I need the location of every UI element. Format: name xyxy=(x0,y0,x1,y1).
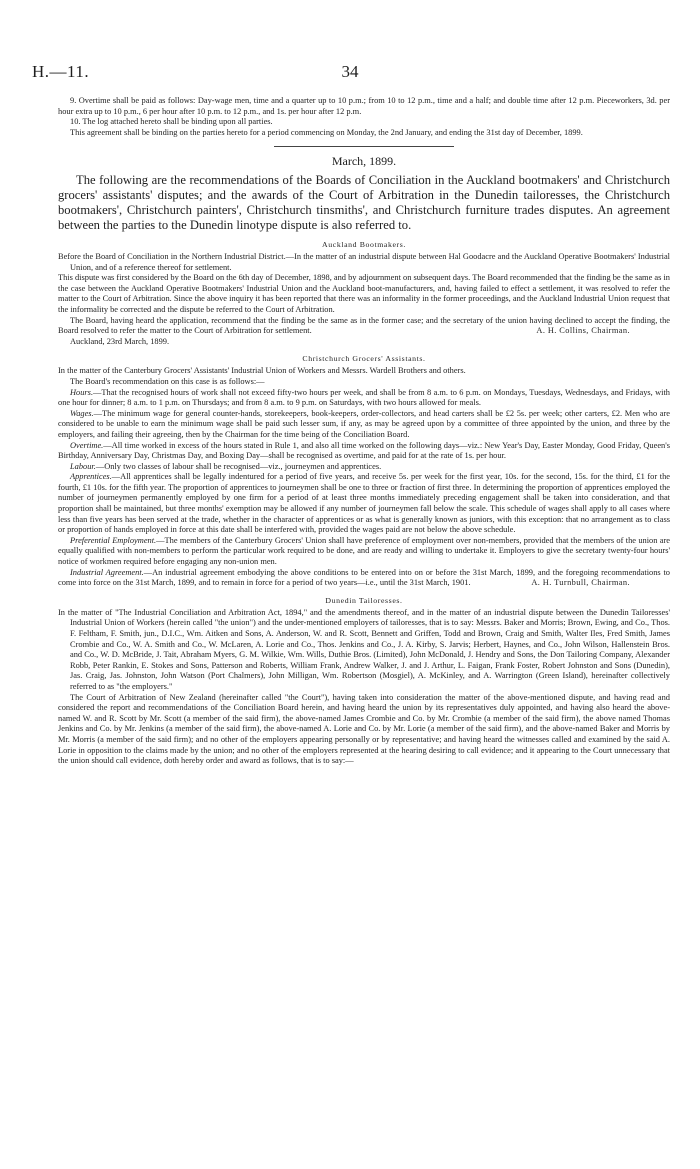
preferential-label: Preferential Employment. xyxy=(70,535,157,545)
auckland-paragraph-2: The Board, having heard the application, recommend that the finding be the same as in the former case; and the secretary of the union having declined to accept the finding, the Board resolved to refer the matter to the Court of Arbitration for settlement. A. H. Collins, Chairman. xyxy=(58,315,670,336)
preferential-clause: Preferential Employment.—The members of the Canterbury Grocers' Union shall have preference of employment over non-members, provided that the members of the union are equally qualified with non-members to perform the particular work required to be done, and are ready and willing to undertake it. Employers to give the secretary twenty-four hours' notice of workmen required before engaging any non-union men. xyxy=(58,535,670,567)
auckland-date: Auckland, 23rd March, 1899. xyxy=(70,336,170,346)
apprentices-clause: Apprentices.—All apprentices shall be legally indentured for a period of five years, and receive 5s. per week for the first year, 10s. for the second, 15s. for the third, £1 for the fourth, £1 10s. for the fifth year. The proportion of apprentices to journeymen shall be one to three or fraction of first three. In determining the proportion of apprentices employed the number of journeymen permanently employed by one firm for a period of at least three months immediately preceding engagement shall be taken into consideration, and that proportion shall be maintained, but three months' exemption may be allowed if any number of journeymen fall below the scale. This schedule of wages shall apply to all cases where less than five years has been served at the trade, whether in the character of apprentices or as what is generally known as juniors, with this exception: that no arrangement as to class or proportion of hands employed in force at this date shall be interfered with, provided the wages paid are not below the above schedule. xyxy=(58,472,670,535)
overtime-rule: Overtime.—All time worked in excess of the hours stated in Rule 1, and also all time worked on the following days—viz.: New Year's Day, Easter Monday, Good Friday, Queen's Birthday, Anniversary Day, Christmas Day, and Boxing Day—shall be recognised as overtime, and paid for at the rate of 1s. per hour. xyxy=(58,440,670,461)
page-header xyxy=(32,62,668,82)
christchurch-matter: In the matter of the Canterbury Grocers' Assistants' Industrial Union of Workers and Messrs. Wardell Brothers and others. xyxy=(58,366,466,376)
auckland-heading: Auckland Bootmakers. xyxy=(322,240,406,249)
labour-label: Labour. xyxy=(70,461,96,471)
dunedin-court-paragraph: The Court of Arbitration of New Zealand (hereinafter called "the Court"), having taken into consideration the matter of the above-mentioned dispute, and having read and considered the report and recommendations of the Conciliation Board herein, and having heard the union by its representatives duly appointed, and having also heard the above-named W. and R. Scott by Mr. Scott (a member of the said firm), the above-named James Crombie and Co. by Mr. Crombie (a member of the said firm), the above named Thomas Jenkins and Co. by Mr. Jenkins (a member of the said firm), the above-named A. Lorie and Co. by Mr. Lorie (a member of the said firm), and the above-named Baker and Morris by Mr. Morris (a member of the said firm); and no other of the employers appearing personally or by representative; and having heard the witnesses called and examined by the said A. Lorie in opposition to the claims made by the union; and no other of the employers represented at the hearing desiring to call evidence; and it appearing to the Court unnecessary that the union should call evidence, doth hereby order and award as follows, that is to say:— xyxy=(58,692,670,766)
section-divider xyxy=(274,146,454,147)
dunedin-heading: Dunedin Tailoresses. xyxy=(325,595,403,605)
agreement-term-clause: This agreement shall be binding on the parties hereto for a period commencing on Monday, the 2nd January, and ending the 31st day of December, 1899. xyxy=(70,127,583,137)
intro-paragraph: The following are the recommendations of the Boards of Conciliation in the Auckland bootmakers' and Christchurch grocers' assistants' disputes; and the awards of the Court of Arbitration in the Dunedin tailoresses, the Christchurch bootmakers', Christchurch painters', Christchurch tinsmiths', and Christchurch furniture trades disputes. An agreement between the parties to the Dunedin linotype dispute is also referred to. xyxy=(58,173,670,233)
hours-clause: Hours.—That the recognised hours of work shall not exceed fifty-two hours per week, and shall be from 8 a.m. to 6 p.m. on Mondays, Tuesdays, Wednesdays, and Fridays, with one hour for dinner; 8 a.m. to 1 p.m. on Thursdays; and from 8 a.m. to 9 p.m. on Saturdays, with two hours allowed for meals. xyxy=(58,387,670,408)
agreement-clause: Industrial Agreement.—An industrial agreement embodying the above conditions to be entered into on or before the 31st March, 1899, and the foregoing recommendations to come into force on the 31st March, 1899, and to remain in force for a period of two years—i.e., until the 31st March, 1901. A. H. Turnbull, Chairman. xyxy=(58,567,670,588)
auckland-before: Before the Board of Conciliation in the Northern Industrial District.—In the matter of an industrial dispute between Hal Goodacre and the Auckland Operative Bootmakers' Industrial Union, and of a reference thereof for settlement. xyxy=(58,252,670,272)
auckland-paragraph-1: This dispute was first considered by the Board on the 6th day of December, 1898, and by adjournment on subsequent days. The Board recommended that the finding be the same as in the case between the Auckland Operative Bootmakers' Industrial Union and the Auckland boot-manufacturers, and, having failed to effect a settlement, it was resolved to refer the matter to the Court of Arbitration. Since the above inquiry it has been reported that there was an informality in the former proceedings, and the Auckland Industrial Union request that the informality be corrected and the dispute be referred to the Court of Arbitration. xyxy=(58,273,670,314)
page-body xyxy=(58,96,670,767)
auckland-signature: A. H. Collins, Chairman. xyxy=(536,326,630,336)
wages-label: Wages. xyxy=(70,408,94,418)
wages-clause: Wages.—The minimum wage for general counter-hands, storekeepers, book-keepers, order-collectors, and head carters shall be £2 5s. per week; other carters, £2. Men who are considered to be unable to earn the minimum wage shall be paid such lesser sum, if any, as may be agreed upon by a committee of three appointed by the union, and three by the employers, and failing their agreeing, then by the Chairman for the time being of the Conciliation Board. xyxy=(58,408,670,439)
apprentices-label: Apprentices. xyxy=(70,472,112,482)
agreement-label: Industrial Agreement. xyxy=(70,567,144,577)
christchurch-signature: A. H. Turnbull, Chairman. xyxy=(531,578,630,588)
labour-clause: Labour.—Only two classes of labour shall be recognised—viz., journeymen and apprentices. xyxy=(70,461,382,471)
page-number: 34 xyxy=(341,62,359,81)
christchurch-intro: The Board's recommendation on this case is as follows:— xyxy=(70,376,265,386)
christchurch-heading: Christchurch Grocers' Assistants. xyxy=(302,354,426,364)
dunedin-matter: In the matter of "The Industrial Conciliation and Arbitration Act, 1894," and the amendments thereof, and in the matter of an industrial dispute between the Dunedin Tailoresses' Industrial Union of Workers (herein called "the union") and the under-mentioned employers of tailoresses, that is to say: Messrs. Baker and Morris; Brown, Ewing, and Co., Thos. F. Feltham, F. Smith, jun., D.I.C., Wm. Aitken and Sons, A. Anderson, W. and R. Scott, Bennett and Griffen, Todd and Brown, Craig and Smith, Walter Iles, Fred Smith, James Crombie and Co., W. A. Smith and Co., W. McLaren, A. Lorie and Co., Thos. Jenkins and Co., J. A. Kirby, S. Jarvis; Herbert, Haynes, and Co., John Wilson, Hallenstein Bros. and Co., W. D. McBride, J. Tait, Abraham Myers, G. M. Wilkie, Wm. Wills, Duthie Bros. (Limited), John McDonald, J. Hendry and Sons, the Don Tailoring Company, Alexander Robb, Peter Rankin, E. Stokes and Sons, Patterson and Roberts, William Frank, Andrew Walker, J. and J. Arthur, L. Faigan, Frank Foster, Robert Johnston and Sons (Dunedin), Jas. Craig, Jas. Johnston, John Watson (Port Chalmers), John Milligan, Wm. Robertson (Mosgiel), A. McKinley, and A. Warrington (Green Island), hereinafter collectively referred to as "the employers." xyxy=(58,607,670,691)
month-heading: March, 1899. xyxy=(331,154,397,169)
hours-label: Hours. xyxy=(70,387,94,397)
log-clause: 10. The log attached hereto shall be binding upon all parties. xyxy=(70,117,273,127)
overtime-label: Overtime. xyxy=(70,440,104,450)
document-reference: H.—11. xyxy=(32,62,90,81)
overtime-clause: 9. Overtime shall be paid as follows: Day-wage men, time and a quarter up to 10 p.m.; from 10 to 12 p.m., time and a half; and double time after 12 p.m. Pieceworkers, 3d. per hour extra up to 10 p.m., 6 per hour after 10 p.m. to 12 p.m., and 1s. per hour after 12 p.m. xyxy=(58,96,670,116)
